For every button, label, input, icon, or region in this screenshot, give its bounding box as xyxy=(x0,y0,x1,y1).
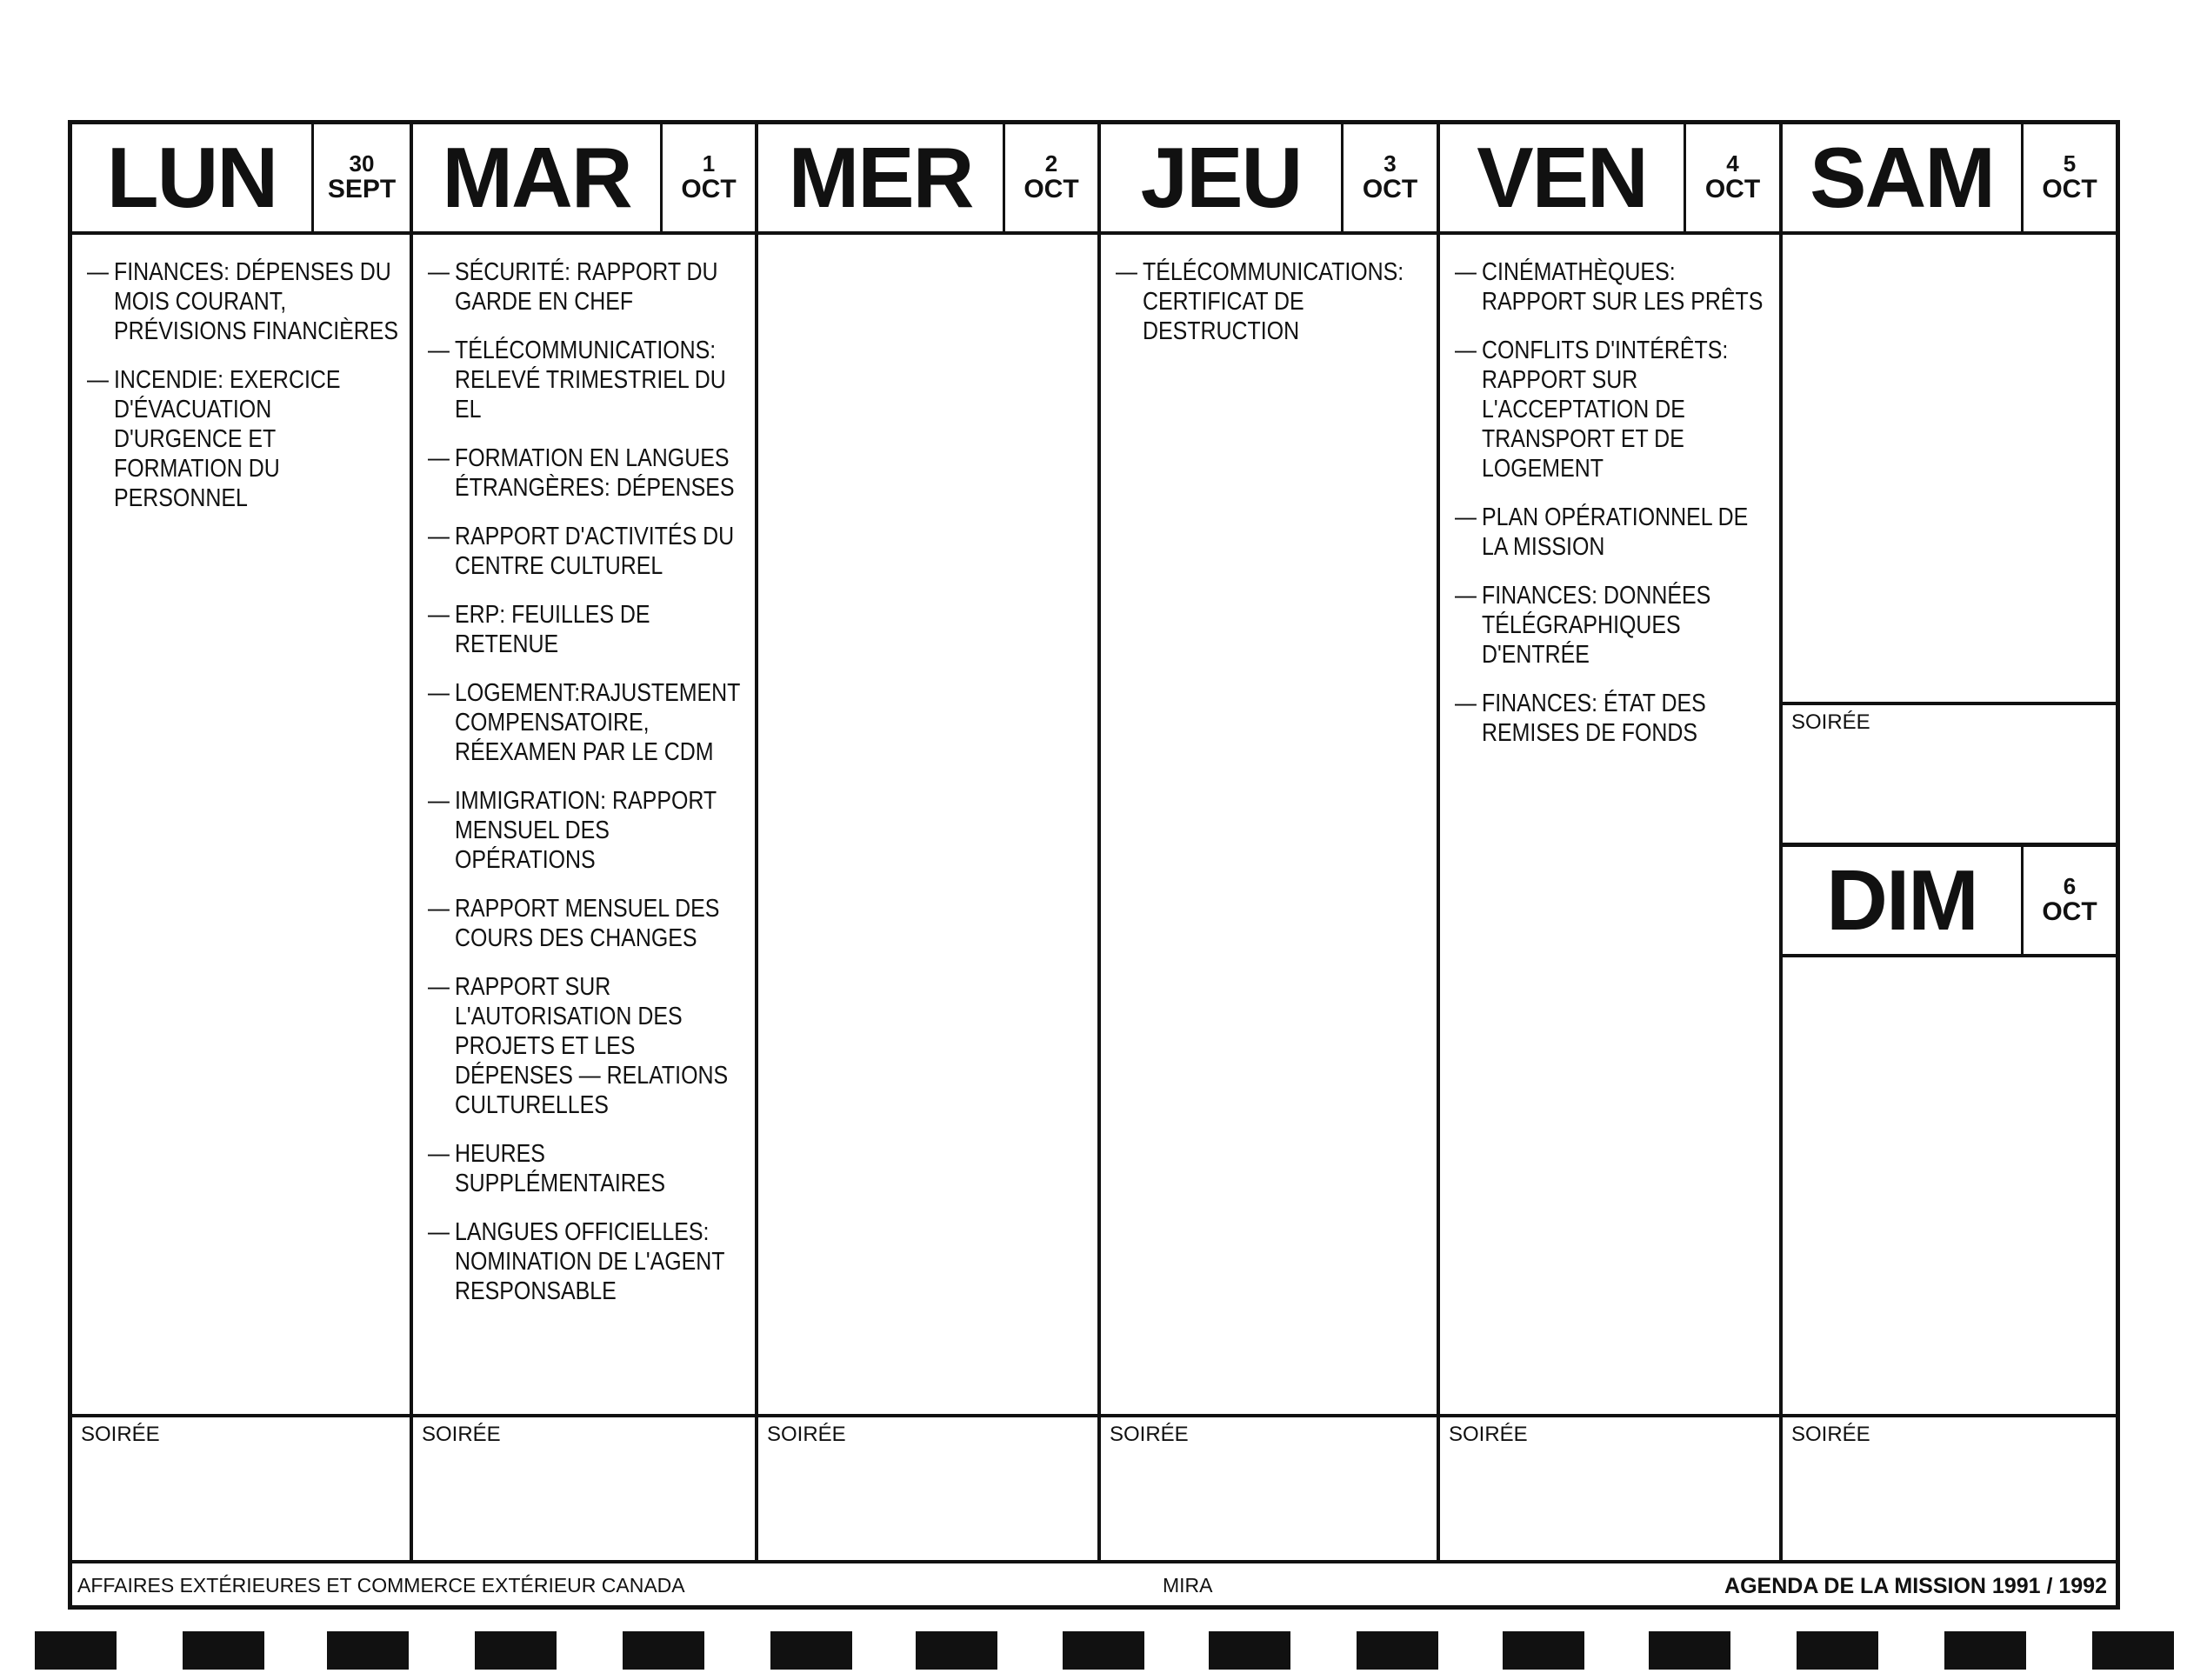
day-name: LUN xyxy=(72,124,314,231)
day-tasks xyxy=(413,235,755,1414)
registration-marks xyxy=(0,1631,2207,1675)
day-date xyxy=(2024,124,2116,231)
day-date xyxy=(1686,124,1779,231)
task-item: — RAPPORT MENSUEL DES COURS DES CHANGES xyxy=(455,894,747,953)
day-date xyxy=(1344,124,1437,231)
task-item: — HEURES SUPPLÉMENTAIRES xyxy=(455,1139,747,1198)
task-item: — FINANCES: ÉTAT DES REMISES DE FONDS xyxy=(1482,689,1771,748)
day-number: 6 xyxy=(2063,873,2077,900)
day-name: JEU xyxy=(1101,124,1344,231)
registration-mark xyxy=(475,1631,557,1670)
day-column-ven xyxy=(1440,124,1783,1560)
task-item: — INCENDIE: EXERCICE D'ÉVACUATION D'URGENCE ET FORMATION DU PERSONNEL xyxy=(114,365,402,513)
day-name: SAM xyxy=(1783,124,2024,231)
registration-mark xyxy=(770,1631,852,1670)
task-item: — ERP: FEUILLES DE RETENUE xyxy=(455,600,747,659)
day-column-mer xyxy=(758,124,1101,1560)
registration-mark xyxy=(1797,1631,1878,1670)
day-date xyxy=(2024,847,2116,954)
task-item: — PLAN OPÉRATIONNEL DE LA MISSION xyxy=(1482,503,1771,562)
soiree-section: SOIRÉE xyxy=(1101,1414,1437,1560)
day-header-dim xyxy=(1783,847,2116,957)
footer-agenda-title: AGENDA DE LA MISSION 1991 / 1992 xyxy=(1724,1574,2107,1598)
registration-mark xyxy=(1209,1631,1290,1670)
day-header-sam xyxy=(1783,124,2116,235)
registration-mark xyxy=(327,1631,409,1670)
day-header xyxy=(72,124,410,235)
day-header xyxy=(413,124,755,235)
day-tasks xyxy=(1440,235,1779,1414)
day-column-lun xyxy=(72,124,413,1560)
day-name: MER xyxy=(758,124,1005,231)
day-month: OCT xyxy=(681,175,737,204)
soiree-section: SOIRÉE xyxy=(1440,1414,1779,1560)
task-item: — CONFLITS D'INTÉRÊTS: RAPPORT SUR L'ACCEPTATION DE TRANSPORT ET DE LOGEMENT xyxy=(1482,336,1771,483)
day-tasks xyxy=(1101,235,1437,1414)
task-item: — LOGEMENT:RAJUSTEMENT COMPENSATOIRE, RÉEXAMEN PAR LE CDM xyxy=(455,678,747,767)
day-name: DIM xyxy=(1783,847,2024,954)
task-item: — RAPPORT D'ACTIVITÉS DU CENTRE CULTUREL xyxy=(455,522,747,581)
day-number: 2 xyxy=(1044,150,1058,177)
task-item: — FORMATION EN LANGUES ÉTRANGÈRES: DÉPENSES xyxy=(455,443,747,503)
registration-mark xyxy=(35,1631,117,1670)
soiree-section: SOIRÉE xyxy=(413,1414,755,1560)
registration-mark xyxy=(1357,1631,1438,1670)
soiree-section: SOIRÉE xyxy=(72,1414,410,1560)
registration-mark xyxy=(1503,1631,1584,1670)
footer-department: AFFAIRES EXTÉRIEURES ET COMMERCE EXTÉRIEUR CANADA xyxy=(77,1574,685,1597)
day-number: 3 xyxy=(1384,150,1397,177)
task-item: — FINANCES: DONNÉES TÉLÉGRAPHIQUES D'ENTRÉE xyxy=(1482,581,1771,670)
soiree-section-dim: SOIRÉE xyxy=(1783,1414,2116,1560)
day-tasks xyxy=(758,235,1097,1414)
day-month: OCT xyxy=(1704,175,1761,204)
soiree-section-sam: SOIRÉE xyxy=(1783,702,2116,847)
task-item: — RAPPORT SUR L'AUTORISATION DES PROJETS ET LES DÉPENSES — RELATIONS CULTURELLES xyxy=(455,972,747,1120)
registration-mark xyxy=(183,1631,264,1670)
day-column-sam-dim xyxy=(1783,124,2116,1560)
day-name: VEN xyxy=(1440,124,1686,231)
day-tasks xyxy=(72,235,410,1414)
day-header xyxy=(1101,124,1437,235)
day-number: 30 xyxy=(349,150,375,177)
task-item: — FINANCES: DÉPENSES DU MOIS COURANT, PRÉVISIONS FINANCIÈRES xyxy=(114,257,402,346)
day-column-jeu xyxy=(1101,124,1440,1560)
footer-center-label: MIRA xyxy=(1163,1574,1213,1597)
day-month: OCT xyxy=(2042,175,2097,204)
task-item: — TÉLÉCOMMUNICATIONS: CERTIFICAT DE DESTRUCTION xyxy=(1143,257,1429,346)
day-column-mar xyxy=(413,124,758,1560)
soiree-section: SOIRÉE xyxy=(758,1414,1097,1560)
day-date xyxy=(663,124,755,231)
day-date xyxy=(314,124,410,231)
registration-mark xyxy=(916,1631,997,1670)
day-month: SEPT xyxy=(327,175,397,204)
day-number: 1 xyxy=(702,150,716,177)
day-tasks-sam xyxy=(1783,235,2116,702)
registration-mark xyxy=(1649,1631,1730,1670)
registration-mark xyxy=(1944,1631,2026,1670)
task-item: — IMMIGRATION: RAPPORT MENSUEL DES OPÉRATIONS xyxy=(455,786,747,875)
task-item: — LANGUES OFFICIELLES: NOMINATION DE L'AGENT RESPONSABLE xyxy=(455,1217,747,1306)
day-date xyxy=(1005,124,1097,231)
day-month: OCT xyxy=(1362,175,1418,204)
task-item: — TÉLÉCOMMUNICATIONS: RELEVÉ TRIMESTRIEL DU EL xyxy=(455,336,747,424)
task-item: — CINÉMATHÈQUES: RAPPORT SUR LES PRÊTS xyxy=(1482,257,1771,317)
day-month: OCT xyxy=(1023,175,1079,204)
task-item: — SÉCURITÉ: RAPPORT DU GARDE EN CHEF xyxy=(455,257,747,317)
day-number: 5 xyxy=(2063,150,2077,177)
day-number: 4 xyxy=(1726,150,1739,177)
registration-mark xyxy=(623,1631,704,1670)
page-footer xyxy=(72,1560,2116,1605)
day-header xyxy=(758,124,1097,235)
day-month: OCT xyxy=(2042,897,2097,927)
agenda-page xyxy=(68,120,2120,1610)
registration-mark xyxy=(2092,1631,2174,1670)
registration-mark xyxy=(1063,1631,1144,1670)
day-name: MAR xyxy=(413,124,663,231)
day-header xyxy=(1440,124,1779,235)
